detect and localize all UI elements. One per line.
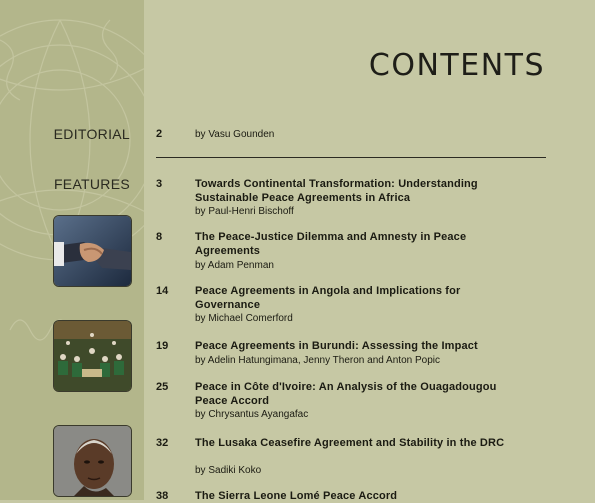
parliament-photo-icon bbox=[53, 320, 132, 392]
editorial-page-number: 2 bbox=[156, 128, 163, 140]
entry-title[interactable]: Peace in Côte d'Ivoire: An Analysis of the Ouagadougou Peace Accord bbox=[195, 381, 497, 407]
entry-author: by Chrysantus Ayangafac bbox=[195, 409, 309, 420]
entry-title[interactable]: The Peace-Justice Dilemma and Amnesty in Peace Agreements bbox=[195, 231, 467, 257]
entry-page-number: 8 bbox=[156, 231, 163, 243]
entry-author: by Sadiki Koko bbox=[195, 465, 262, 476]
entry-page-number: 19 bbox=[156, 340, 169, 352]
section-label-features: FEATURES bbox=[53, 176, 130, 192]
portrait-photo-icon bbox=[53, 425, 132, 497]
section-label-editorial: EDITORIAL bbox=[53, 126, 130, 142]
entry-page-number: 38 bbox=[156, 490, 169, 502]
entry-title[interactable]: Towards Continental Transformation: Understanding Sustainable Peace Agreements in Africa bbox=[195, 178, 478, 204]
entry-page-number: 32 bbox=[156, 437, 169, 449]
entry-title[interactable]: The Sierra Leone Lomé Peace Accord bbox=[195, 490, 398, 502]
entry-page-number: 14 bbox=[156, 285, 169, 297]
entry-author: by Adelin Hatungimana, Jenny Theron and Anton Popic bbox=[195, 355, 440, 366]
entry-author: by Michael Comerford bbox=[195, 313, 293, 324]
entry-title[interactable]: The Lusaka Ceasefire Agreement and Stability in the DRC bbox=[195, 437, 505, 449]
entry-page-number: 3 bbox=[156, 178, 163, 190]
entry-title[interactable]: Peace Agreements in Burundi: Assessing the Impact bbox=[195, 340, 478, 352]
handshake-photo-icon bbox=[53, 215, 132, 287]
editorial-author: by Vasu Gounden bbox=[195, 129, 275, 140]
entry-page-number: 25 bbox=[156, 381, 169, 393]
entry-author: by Adam Penman bbox=[195, 260, 274, 271]
entry-author: by Paul-Henri Bischoff bbox=[195, 206, 294, 217]
entry-title[interactable]: Peace Agreements in Angola and Implications for Governance bbox=[195, 285, 461, 311]
page-title: CONTENTS bbox=[368, 48, 545, 83]
section-divider bbox=[156, 157, 546, 158]
